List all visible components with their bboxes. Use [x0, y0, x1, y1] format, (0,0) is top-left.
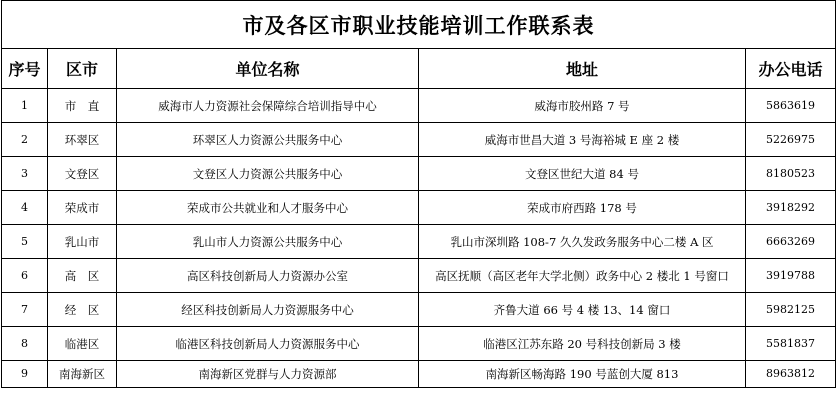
table-row	[2, 327, 836, 361]
cell-seq: 8	[2, 327, 48, 361]
cell-seq: 3	[2, 157, 48, 191]
cell-seq: 4	[2, 191, 48, 225]
cell-district: 高 区	[48, 259, 117, 293]
table-row	[2, 191, 836, 225]
cell-unit: 经区科技创新局人力资源服务中心	[117, 293, 419, 327]
cell-address: 齐鲁大道 66 号 4 楼 13、14 窗口	[419, 293, 746, 327]
cell-unit: 环翠区人力资源公共服务中心	[117, 123, 419, 157]
table-row	[2, 259, 836, 293]
table-title: 市及各区市职业技能培训工作联系表	[2, 1, 836, 49]
cell-unit: 荣成市公共就业和人才服务中心	[117, 191, 419, 225]
cell-district: 荣成市	[48, 191, 117, 225]
cell-phone: 6663269	[746, 225, 836, 259]
cell-address: 荣成市府西路 178 号	[419, 191, 746, 225]
cell-unit: 文登区人力资源公共服务中心	[117, 157, 419, 191]
cell-phone: 5863619	[746, 89, 836, 123]
cell-district: 文登区	[48, 157, 117, 191]
header-phone: 办公电话	[746, 49, 836, 89]
cell-district: 经 区	[48, 293, 117, 327]
table-row	[2, 361, 836, 388]
cell-seq: 2	[2, 123, 48, 157]
cell-phone: 8180523	[746, 157, 836, 191]
cell-district: 临港区	[48, 327, 117, 361]
table-row	[2, 293, 836, 327]
cell-seq: 9	[2, 361, 48, 388]
cell-seq: 7	[2, 293, 48, 327]
header-unit: 单位名称	[117, 49, 419, 89]
table-row	[2, 157, 836, 191]
cell-seq: 5	[2, 225, 48, 259]
cell-phone: 5226975	[746, 123, 836, 157]
cell-seq: 1	[2, 89, 48, 123]
cell-address: 威海市世昌大道 3 号海裕城 E 座 2 楼	[419, 123, 746, 157]
header-seq: 序号	[2, 49, 48, 89]
cell-address: 乳山市深圳路 108-7 久久发政务服务中心二楼 A 区	[419, 225, 746, 259]
cell-address: 南海新区畅海路 190 号蓝创大厦 813	[419, 361, 746, 388]
cell-phone: 8963812	[746, 361, 836, 388]
cell-phone: 5581837	[746, 327, 836, 361]
header-row	[2, 49, 836, 89]
cell-phone: 3918292	[746, 191, 836, 225]
cell-district: 市 直	[48, 89, 117, 123]
cell-address: 临港区江苏东路 20 号科技创新局 3 楼	[419, 327, 746, 361]
cell-unit: 临港区科技创新局人力资源服务中心	[117, 327, 419, 361]
cell-unit: 乳山市人力资源公共服务中心	[117, 225, 419, 259]
cell-address: 高区抚顺（高区老年大学北侧）政务中心 2 楼北 1 号窗口	[419, 259, 746, 293]
cell-district: 南海新区	[48, 361, 117, 388]
table-row	[2, 123, 836, 157]
contact-table	[1, 0, 836, 388]
cell-district: 乳山市	[48, 225, 117, 259]
cell-unit: 威海市人力资源社会保障综合培训指导中心	[117, 89, 419, 123]
cell-address: 文登区世纪大道 84 号	[419, 157, 746, 191]
cell-phone: 3919788	[746, 259, 836, 293]
cell-unit: 高区科技创新局人力资源办公室	[117, 259, 419, 293]
header-district: 区市	[48, 49, 117, 89]
table-row	[2, 89, 836, 123]
table-row	[2, 225, 836, 259]
cell-seq: 6	[2, 259, 48, 293]
cell-phone: 5982125	[746, 293, 836, 327]
header-address: 地址	[419, 49, 746, 89]
cell-address: 威海市胶州路 7 号	[419, 89, 746, 123]
cell-district: 环翠区	[48, 123, 117, 157]
cell-unit: 南海新区党群与人力资源部	[117, 361, 419, 388]
